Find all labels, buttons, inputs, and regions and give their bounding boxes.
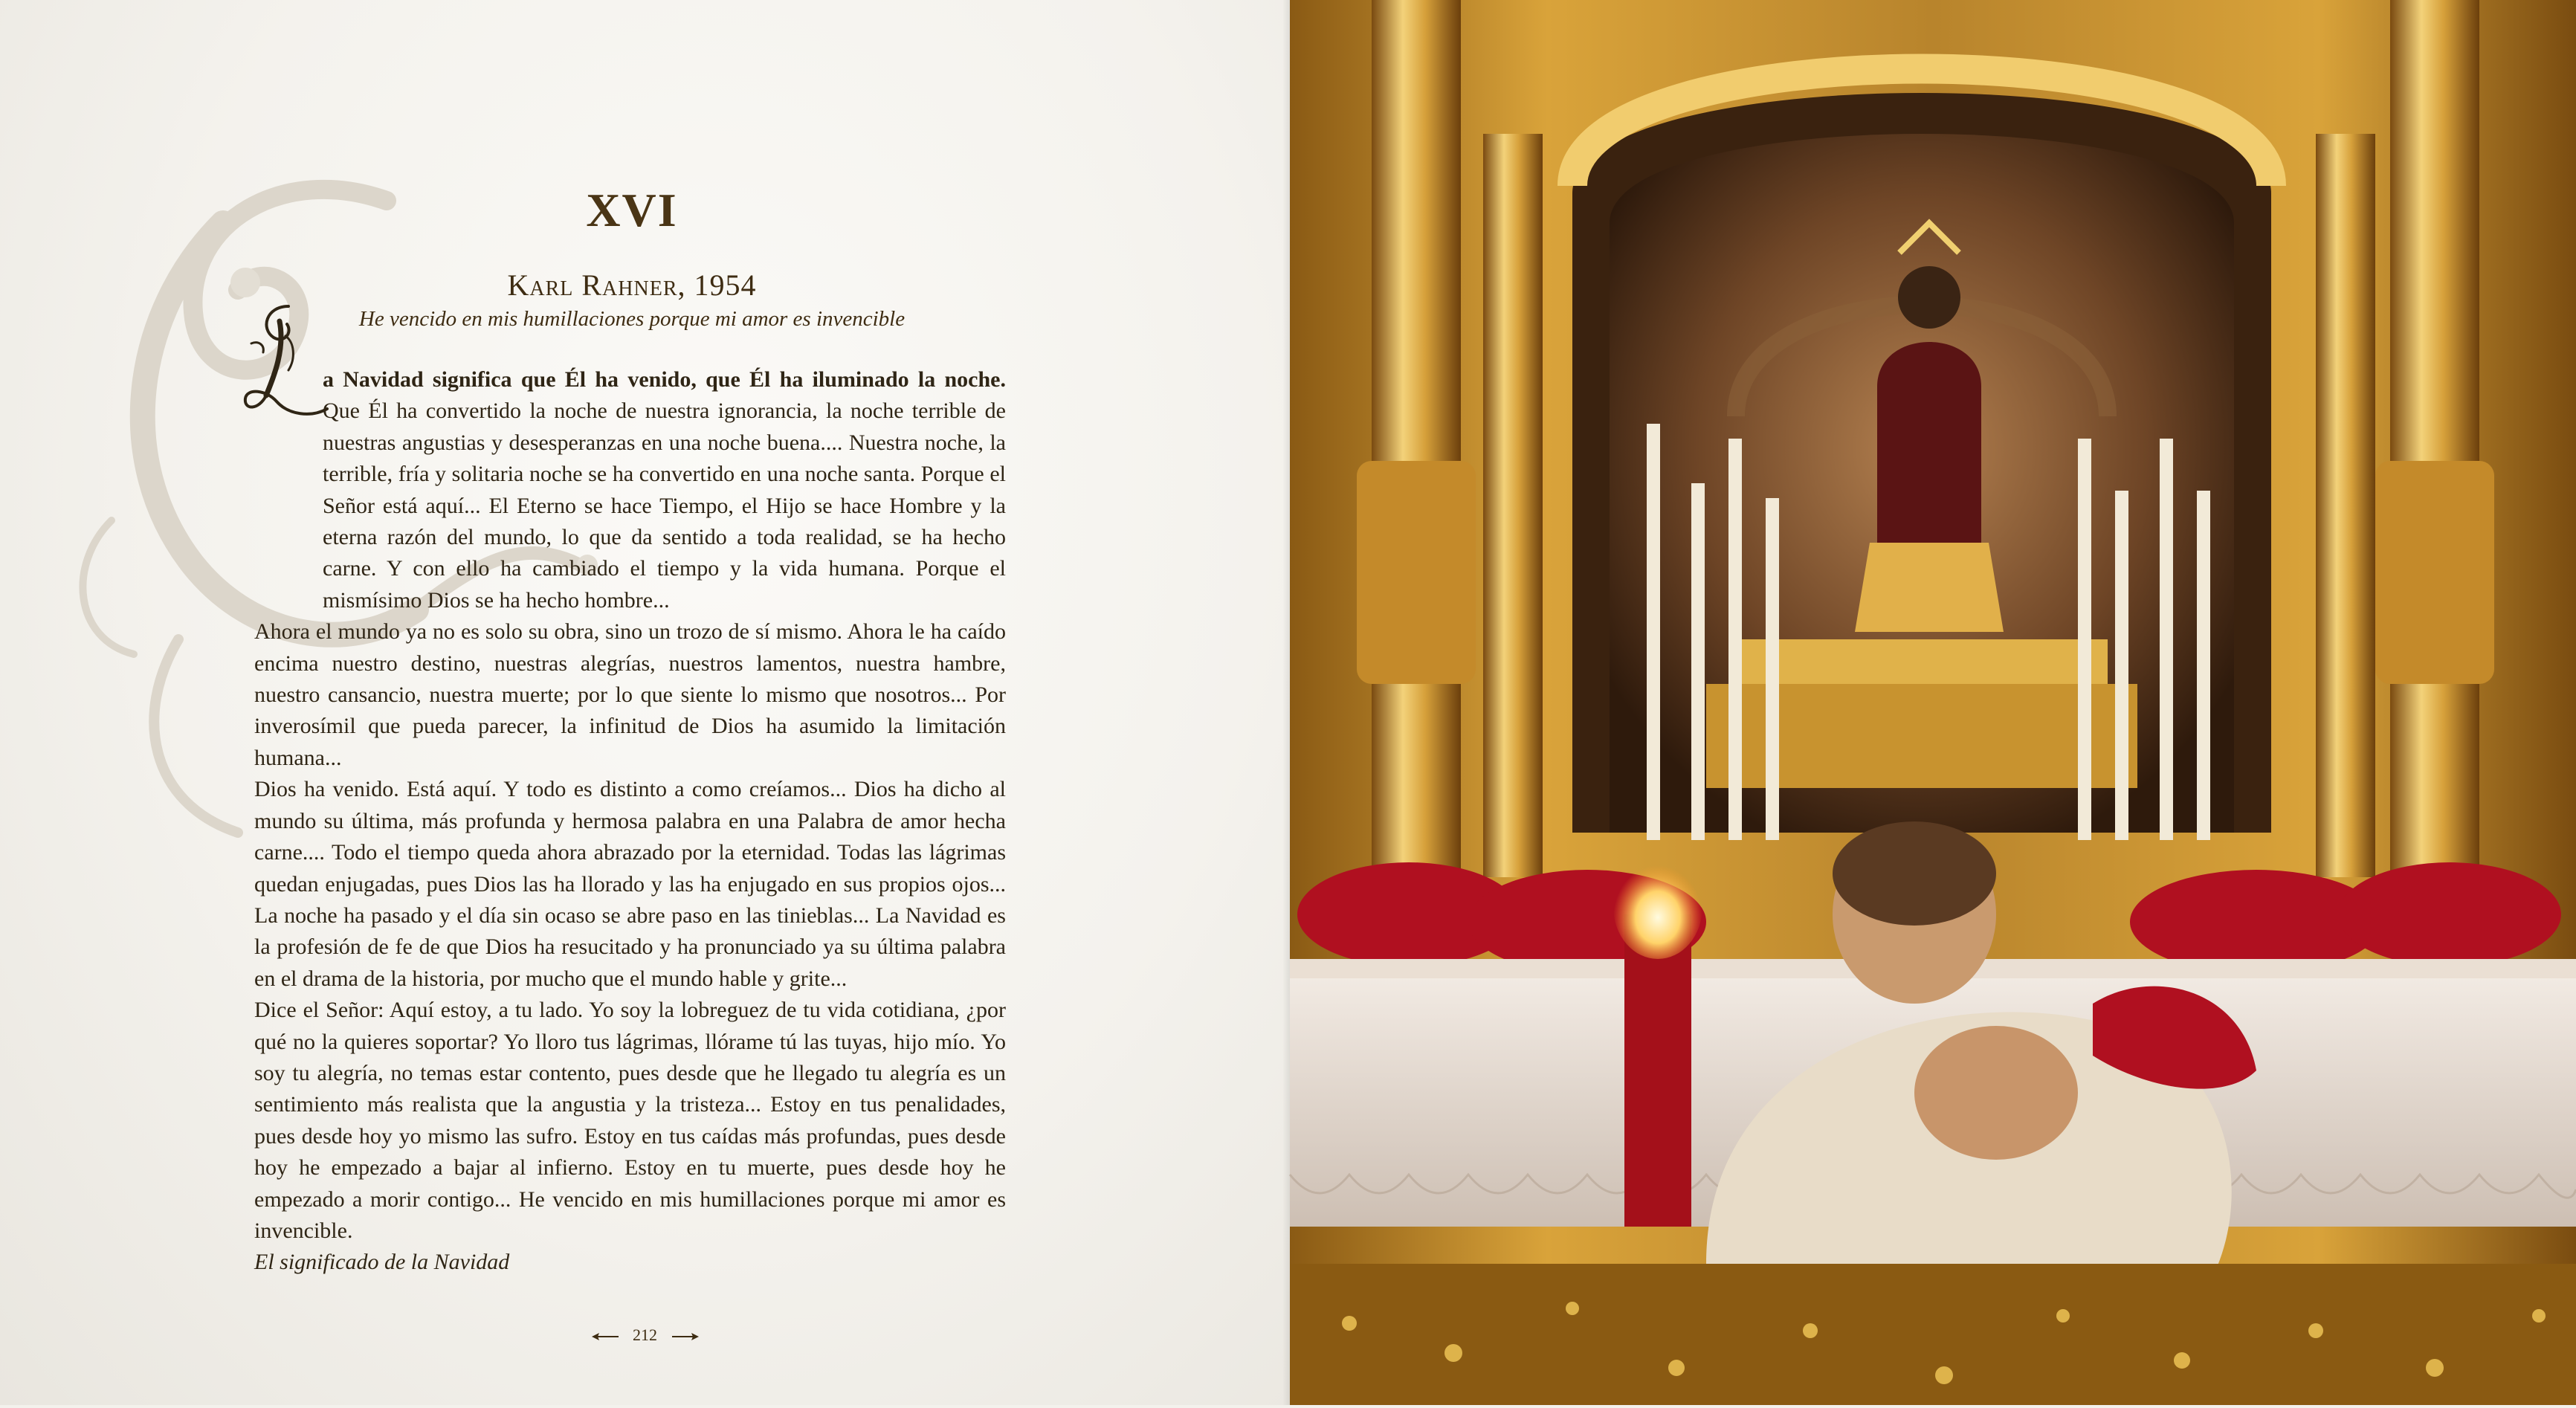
altar-scene-illustration [1290, 0, 2576, 1405]
gutter-shadow [1282, 0, 1290, 1405]
article-body [254, 364, 1006, 1279]
paragraph-1 [254, 364, 1006, 616]
paragraph-2: Ahora el mundo ya no es solo su obra, sino un trozo de sí mismo. Ahora le ha caído encima nuestro destino, nuestras alegrías, nuestros lamentos, nuestra hambre, nuestro cansancio, nuestra muerte; por lo que siente lo mismo que nosotros... Por inverosímil que pueda parecer, la infinitud de Dios ha asumido la limitación humana... [254, 619, 1006, 770]
chapter-number: XVI [586, 184, 678, 236]
right-arrow-ornament [671, 1331, 700, 1342]
altar-photograph [1290, 0, 2576, 1405]
paragraph-3: Dios ha venido. Está aquí. Y todo es distinto a como creíamos... Dios ha dicho al mundo su última, más profunda y hermosa palabra en una Palabra de amor hecha carne.... Todo el tiempo queda ahora abrazado por la eternidad. Todas las lágrimas quedan enjugadas, pues Dios las ha llorado y las ha enjugado en sus propios ojos... La noche ha pasado y el día sin ocaso se abre paso en las tinieblas... La Navidad es la profesión de fe de que Dios ha resucitado y ha pronunciado ya su última palabra en el drama de la historia, por mucho que el mundo hable y grite... [254, 777, 1006, 991]
paragraph-4: Dice el Señor: Aquí estoy, a tu lado. Yo soy la lobreguez de tu vida cotidiana, ¿por qué no la quieres soportar? Yo lloro tus lágrimas, llórame tú las tuyas, hijo mío. Yo soy tu alegría, no temas estar contento, pues desde que he llegado tu alegría es un sentimiento más realista que la angustia y la tristeza... Estoy en tus penalidades, pues desde hoy yo mismo las sufro. Estoy en tus caídas más profundas, pues desde hoy he empezado a bajar al infierno. Estoy en tu muerte, pues desde hoy he empezado a morir contigo... He vencido en mis humillaciones porque mi amor es invencible. [254, 998, 1006, 1243]
paragraph-1-text: Que Él ha convertido la noche de nuestra ignorancia, la noche terrible de nuestras angustias y desesperanzas en una noche buena.... Nuestra noche, la terrible, fría y solitaria noche se ha convertido en una noche santa. Porque el Señor está aquí... El Eterno se hace Tiempo, el Hijo se hace Hombre y la eterna razón del mundo, lo que da sentido a toda realidad, se ha hecho carne. Y con ello ha cambiado el tiempo y la vida humana. Porque el mismísimo Dios se ha hecho hombre... [323, 398, 1006, 613]
left-arrow-ornament [590, 1331, 620, 1342]
page-number [0, 1325, 1290, 1345]
lead-sentence: a Navidad significa que Él ha venido, que Él ha iluminado la noche. [323, 367, 1006, 392]
page-number-text: 212 [633, 1325, 657, 1344]
text-page [0, 0, 1290, 1405]
author-line: Karl Rahner, 1954 [507, 268, 757, 302]
epigraph: He vencido en mis humillaciones porque mi amor es invencible [358, 307, 906, 331]
source-title: El significado de la Navidad [254, 1250, 510, 1275]
